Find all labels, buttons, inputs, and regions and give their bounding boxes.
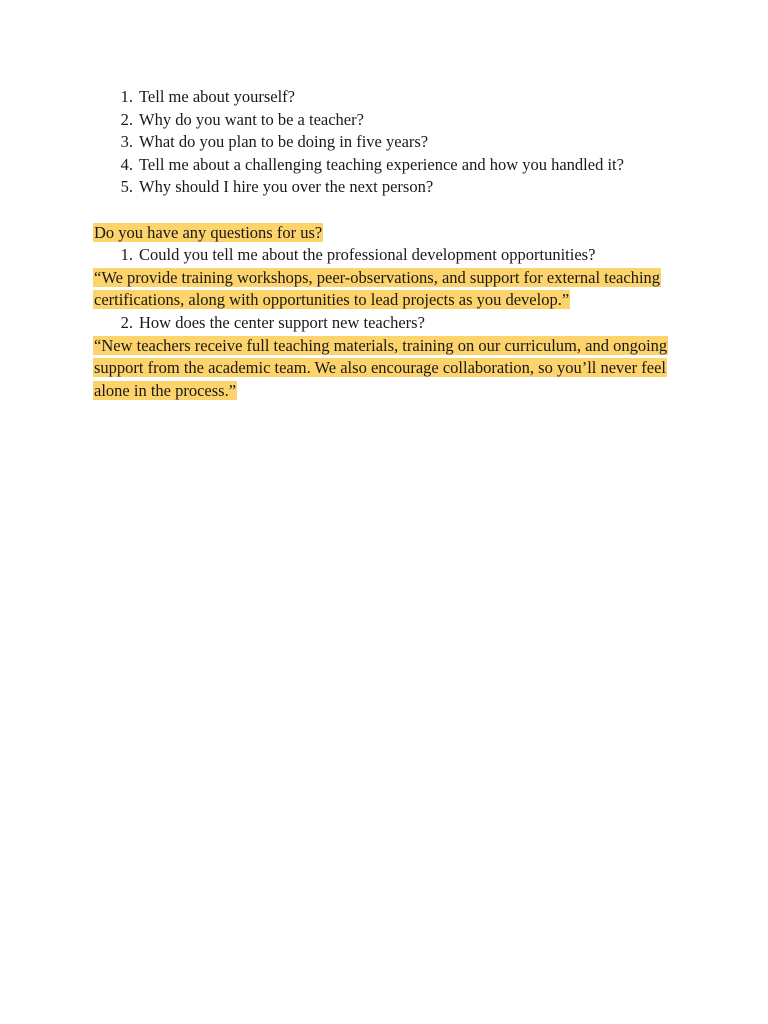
questions-heading <box>93 222 693 245</box>
list-number: 3. <box>120 132 133 152</box>
list-number: 1. <box>120 245 133 265</box>
list-number: 2. <box>120 312 133 332</box>
paragraph-spacer <box>93 199 693 222</box>
document-body <box>93 86 693 402</box>
question-text: Tell me about a challenging teaching experience and how you handled it? <box>139 154 624 174</box>
highlighted-heading-text: Do you have any questions for us? <box>94 222 323 242</box>
question-text: Tell me about yourself? <box>139 87 296 106</box>
question-text: How does the center support new teachers? <box>139 312 425 332</box>
highlighted-answer-text: “We provide training workshops, peer-observations, and support for external teaching certifications, along with opportunities to lead projects as you develop.” <box>94 267 661 310</box>
question-text: Why should I hire you over the next person? <box>139 177 434 197</box>
list-item <box>93 312 693 335</box>
answer-paragraph <box>93 267 668 312</box>
list-number: 4. <box>120 154 133 174</box>
list-item <box>93 86 693 109</box>
question-text: What do you plan to be doing in five years? <box>139 132 429 152</box>
list-number: 1. <box>120 87 133 106</box>
list-item <box>93 109 693 132</box>
list-item <box>93 244 693 267</box>
highlighted-answer-text: “New teachers receive full teaching materials, training on our curriculum, and ongoing support from the academic team. We also encourage collaboration, so you’ll never feel alone in the process.” <box>94 335 668 400</box>
answer-paragraph <box>93 335 668 403</box>
list-number: 5. <box>120 177 133 197</box>
list-item <box>93 131 693 154</box>
question-text: Could you tell me about the professional development opportunities? <box>139 245 596 265</box>
interview-question-list <box>93 86 693 199</box>
list-number: 2. <box>120 109 133 129</box>
list-item <box>93 176 693 199</box>
list-item <box>93 154 693 177</box>
question-text: Why do you want to be a teacher? <box>139 109 364 129</box>
